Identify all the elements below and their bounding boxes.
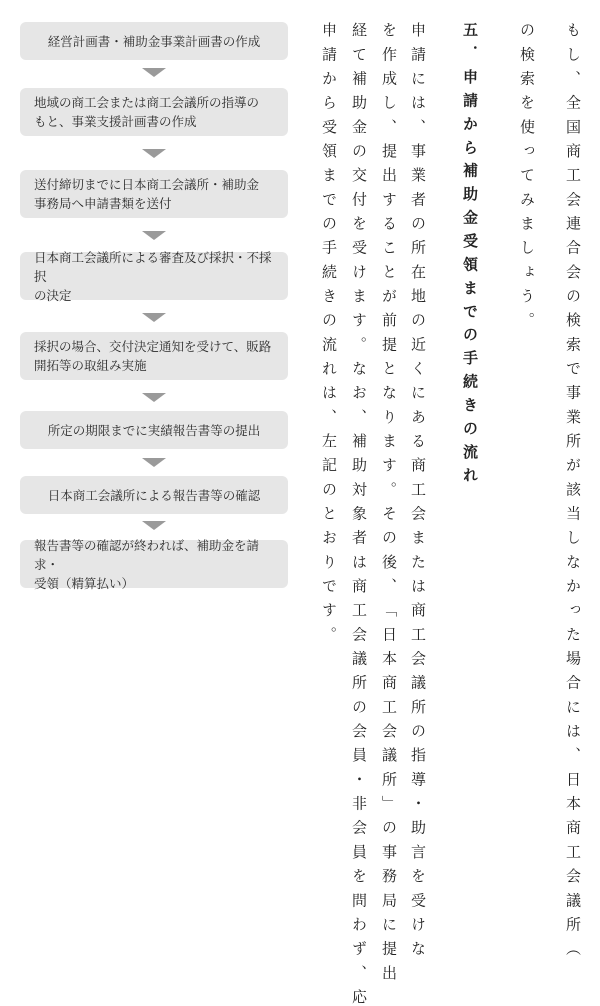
flow-step-7-text: 日本商工会議所による報告書等の確認 <box>47 487 261 503</box>
flow-step-4-text: 日本商工会議所による審査及び採択・不採択 の決定 <box>34 249 272 303</box>
flowchart <box>20 0 288 600</box>
flow-step-5 <box>20 332 288 380</box>
flow-arrow-1 <box>142 68 166 77</box>
text-column-1: も し 、 全 国 商 工 会 連 合 会 の 検 索 で 事 業 所 が 該 当 し な か っ た 場 合 に は 、 日 本 商 工 会 議 所 （ <box>564 22 582 958</box>
flow-arrow-6 <box>142 458 166 467</box>
flow-step-3-text: 送付締切までに日本商工会議所・補助金 事務局へ申請書類を送付 <box>34 177 260 211</box>
section-heading: 五 ． 申 請 か ら 補 助 金 受 領 ま で の 手 続 き の 流 れ <box>461 22 479 484</box>
flow-arrow-2 <box>142 149 166 158</box>
flow-step-4 <box>20 249 288 303</box>
text-column-7: 申 請 か ら 受 領 ま で の 手 続 き の 流 れ は 、 左 記 の と お り で す 。 <box>320 22 338 644</box>
flow-step-1-text: 経営計画書・補助金事業計画書の作成 <box>47 33 261 49</box>
flow-step-8-text: 報告書等の確認が終われば、補助金を請求・ 受領（精算払い） <box>34 537 260 591</box>
flow-arrow-7 <box>142 521 166 530</box>
flow-step-3 <box>20 170 288 218</box>
text-column-2: の 検 索 を 使 っ て み ま し ょ う 。 <box>518 22 536 330</box>
flow-step-1 <box>20 22 288 60</box>
text-column-6: 経 て 補 助 金 の 交 付 を 受 け ま す 。 な お 、 補 助 対 象 者 は 商 工 会 議 所 の 会 員 ・ 非 会 員 を 問 わ ず 、 応 <box>350 22 368 1006</box>
flow-step-2 <box>20 88 288 136</box>
flow-step-6 <box>20 411 288 449</box>
flow-step-6-text: 所定の期限までに実績報告書等の提出 <box>47 422 261 438</box>
flow-arrow-4 <box>142 313 166 322</box>
flow-step-8 <box>20 537 288 591</box>
flow-step-7 <box>20 476 288 514</box>
flow-arrow-5 <box>142 393 166 402</box>
text-column-5: を 作 成 し 、 提 出 す る こ と が 前 提 と な り ま す 。 そ の 後 、 「 日 本 商 工 会 議 所 」 の 事 務 局 に 提 出 <box>380 22 398 982</box>
text-column-4: 申 請 に は 、 事 業 者 の 所 在 地 の 近 く に あ る 商 工 会 ま た は 商 工 会 議 所 の 指 導 ・ 助 言 を 受 け な <box>409 22 427 958</box>
flow-step-2-text: 地域の商工会または商工会議所の指導の もと、事業支援計画書の作成 <box>34 95 260 129</box>
flow-arrow-3 <box>142 231 166 240</box>
flow-step-5-text: 採択の場合、交付決定通知を受けて、販路 開拓等の取組み実施 <box>34 339 272 373</box>
